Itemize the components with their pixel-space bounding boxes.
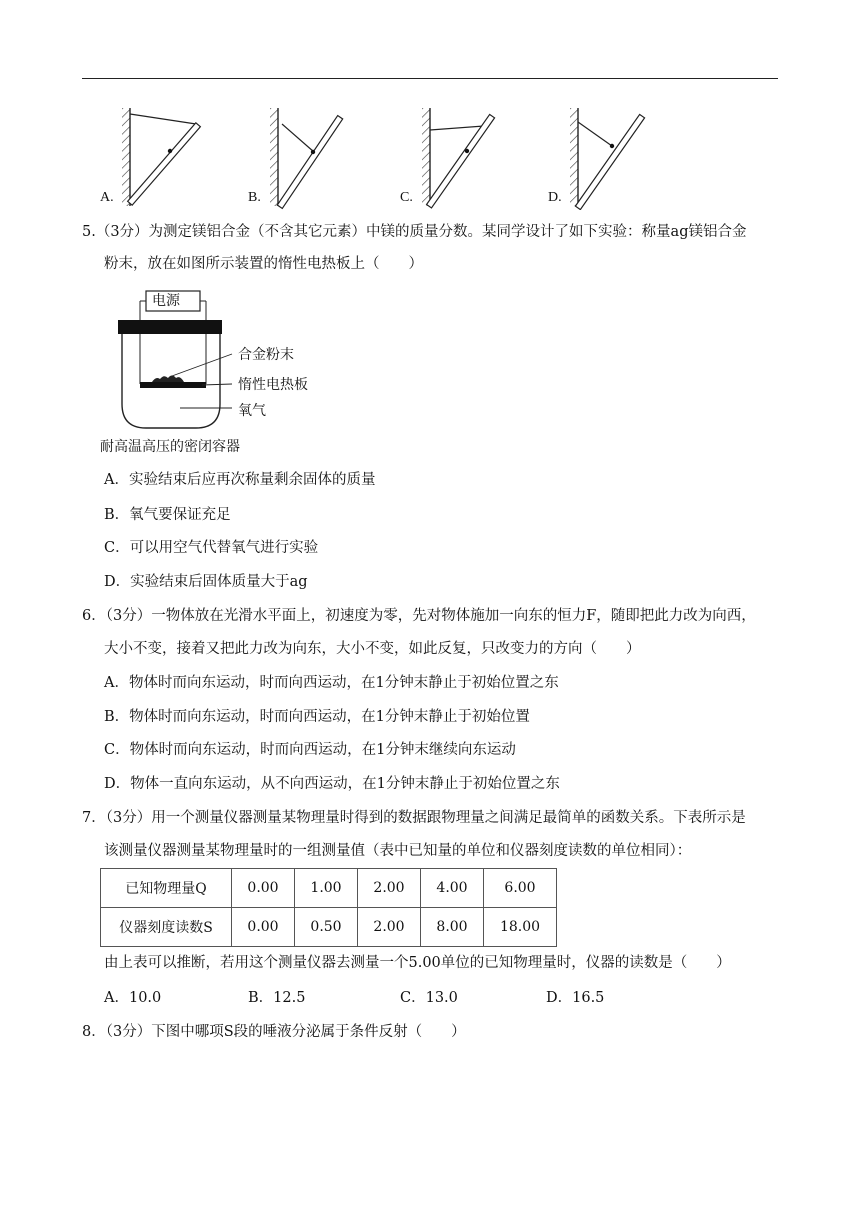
s-label-cell: 仪器刻度读数S	[101, 908, 232, 947]
s-cell: 0.50	[295, 908, 358, 947]
q7-data-table	[100, 868, 557, 947]
q7-choice-d: D．16.5	[546, 990, 605, 1006]
s-cell: 8.00	[421, 908, 484, 947]
q-cell: 1.00	[295, 869, 358, 908]
q4-option-a-label: A.	[100, 190, 114, 205]
q-cell: 2.00	[358, 869, 421, 908]
q5-apparatus-figure	[104, 286, 334, 436]
q7-stem-line1: 7．（3分）用一个测量仪器测量某物理量时得到的数据跟物理量之间满足最简单的函数关系。下表所示是	[82, 810, 746, 826]
table-row	[101, 869, 557, 908]
q4-option-b-label: B.	[248, 190, 261, 205]
q6-stem-line2: 大小不变，接着又把此力改为向东，大小不变，如此反复，只改变力的方向（ ）	[104, 641, 641, 657]
q4-option-c-label: C.	[400, 190, 413, 205]
q-cell: 4.00	[421, 869, 484, 908]
q4-figure-options	[82, 100, 782, 210]
q-label-cell: 已知物理量Q	[101, 869, 232, 908]
q4-option-d-label: D.	[548, 190, 562, 205]
q7-choice-b: B．12.5	[248, 990, 306, 1006]
q5-stem-line2: 粉末，放在如图所示装置的惰性电热板上（ ）	[104, 256, 423, 272]
q7-stem-line3: 由上表可以推断，若用这个测量仪器去测量一个5.00单位的已知物理量时，仪器的读数是（ ）	[104, 955, 731, 971]
q7-choice-c: C．13.0	[400, 990, 458, 1006]
oxygen-label: 氧气	[238, 403, 266, 419]
q6-choice-d: D．物体一直向东运动，从不向西运动，在1分钟末静止于初始位置之东	[104, 776, 560, 792]
q5-choice-b: B．氧气要保证充足	[104, 507, 231, 523]
q5-stem-line1: 5.（3分）为测定镁铝合金（不含其它元素）中镁的质量分数。某同学设计了如下实验：称量ag镁铝合金	[82, 224, 747, 240]
s-cell: 2.00	[358, 908, 421, 947]
container-caption: 耐高温高压的密闭容器	[100, 439, 240, 455]
table-row	[101, 908, 557, 947]
s-cell: 18.00	[484, 908, 557, 947]
alloy-powder-label: 合金粉末	[238, 347, 294, 363]
q5-choice-d: D．实验结束后固体质量大于ag	[104, 574, 308, 590]
q6-choice-c: C．物体时而向东运动，时而向西运动，在1分钟末继续向东运动	[104, 742, 516, 758]
q4-figure-c	[422, 108, 495, 208]
q-cell: 0.00	[232, 869, 295, 908]
q6-stem-line1: 6．（3分）一物体放在光滑水平面上，初速度为零，先对物体施加一向东的恒力F，随即把此力改为向西，	[82, 608, 756, 624]
q8-stem-line1: 8．（3分）下图中哪项S段的唾液分泌属于条件反射（ ）	[82, 1024, 466, 1040]
q7-choice-a: A．10.0	[104, 990, 162, 1006]
q4-figure-a	[122, 108, 200, 206]
q7-stem-line2: 该测量仪器测量某物理量时的一组测量值（表中已知量的单位和仪器刻度读数的单位相同）：	[104, 843, 692, 859]
q5-choice-c: C．可以用空气代替氧气进行实验	[104, 540, 319, 556]
q-cell: 6.00	[484, 869, 557, 908]
q4-figure-d	[570, 108, 645, 210]
power-label: 电源	[152, 293, 180, 309]
q5-choice-a: A．实验结束后应再次称量剩余固体的质量	[104, 472, 376, 488]
q6-choice-b: B．物体时而向东运动，时而向西运动，在1分钟末静止于初始位置	[104, 709, 530, 725]
q4-figure-b	[270, 108, 343, 208]
heating-plate-label: 惰性电热板	[238, 377, 308, 393]
header-rule	[82, 78, 778, 79]
q6-choice-a: A．物体时而向东运动，时而向西运动，在1分钟末静止于初始位置之东	[104, 675, 559, 691]
s-cell: 0.00	[232, 908, 295, 947]
